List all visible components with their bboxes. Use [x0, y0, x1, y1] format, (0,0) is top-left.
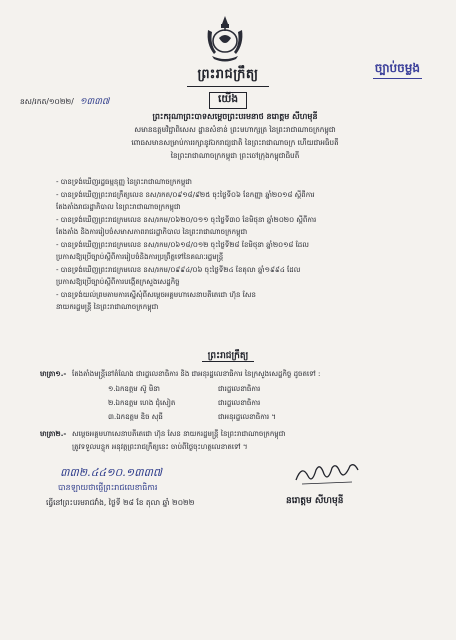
handwritten-reference-note: បានឡាយថាផ្ញើព្រះរាជលេខាធិការ — [58, 483, 158, 492]
preamble-line: ពោធសមានសម្រាប់ការរក្សានូវឯករាជ្យជាតិ នៃព្រះរាជាណាចក្រ ហើយជាអធិបតី — [131, 138, 339, 147]
reference-line: - បានទ្រង់ឃើញរដ្ឋធម្មនុញ្ញ នៃព្រះរាជាណាចក្រកម្ពុជា — [56, 178, 192, 186]
document-type — [0, 92, 456, 109]
appointee-name: ១.ឯកឧត្តម ស៊ូ មិនា — [108, 385, 160, 393]
reference-line: តែងតាំង និងការរៀបចំសមាសភាពរាជរដ្ឋាភិបាល នៃព្រះរាជាណាចក្រកម្ពុជា — [56, 228, 248, 236]
article-1-body: តែងតាំងមន្ត្រីនៅតំណែង ជារដ្ឋលេខាធិការ និង ជាអនុរដ្ឋលេខាធិការ នៃក្រសួងសេដ្ឋកិច្ច ដូចតទៅ : — [72, 370, 321, 378]
reference-line: - បានទ្រង់ឃើញព្រះរាជក្រឹត្យលេខ នស/រកត/០៩១៨/៩២៥ ចុះថ្ងៃទី០៦ ខែកញ្ញា ឆ្នាំ២០១៨ ស្ដីពីការ — [56, 190, 315, 199]
appointee-title: ជារដ្ឋលេខាធិការ — [218, 399, 261, 407]
article-1-label: មាត្រា១.- — [40, 370, 67, 378]
appointee-list — [108, 382, 276, 424]
reference-line: នាយករដ្ឋមន្ត្រី នៃព្រះរាជាណាចក្រកម្ពុជា — [56, 303, 159, 311]
article-2 — [40, 428, 440, 456]
reference-line: - បានទ្រង់ឃើញព្រះរាជក្រមលេខ នស/រកម/០៦២០/០១១ ចុះថ្ងៃទី៣០ ខែមិថុនា ឆ្នាំ២០២០ ស្ដីពីការ — [56, 215, 317, 224]
reference-line: - បានទ្រង់ឃើញព្រះរាជក្រមលេខ នស/រកម/០៩៩៤/០៦ ចុះថ្ងៃទី២៤ ខែតុលា ឆ្នាំ១៩៩៤ ដែល — [56, 265, 301, 274]
references-list — [56, 176, 416, 314]
article-2-line: ត្រូវទទួលបន្ទុក អនុវត្តព្រះរាជក្រឹត្យនេះ ចាប់ពីថ្ងៃចុះហត្ថលេខាតទៅ ។ — [72, 443, 248, 451]
handwritten-reference: ៣៣២.៤៤១០.១៣៣៧ — [60, 466, 162, 479]
signer-name: នរោត្តម សីហមុនី — [286, 496, 344, 506]
reference-line: ប្រកាសឱ្យប្រើច្បាប់ស្ដីពីការបង្កើតក្រសួងសេដ្ឋកិច្ច — [56, 278, 180, 286]
decree-heading: ព្រះរាជក្រឹត្យ — [0, 350, 456, 363]
appointee-name: ២.ឯកឧត្តម ហេង ជុំសៀត — [108, 399, 176, 407]
reference-line: - បានទ្រង់យល់ព្រមតាមការស្នើសុំពីសម្ដេចអគ្គមហាសេនាបតីតេជោ ហ៊ុន សែន — [56, 290, 256, 299]
date-line: ធ្វើនៅព្រះបរមរាជវាំង, ថ្ងៃទី ២៨ ខែ តុលា ឆ្នាំ ២០២២ — [46, 498, 195, 507]
appointee-row — [108, 382, 276, 396]
preamble-line: នៃព្រះរាជាណាចក្រកម្ពុជា ព្រះចៅក្រុងកម្ពុជាធិបតី — [170, 151, 300, 160]
preamble-line: ព្រះករុណាព្រះបាទសម្ដេចព្រះបរមនាថ នរោត្តម សីហមុនី — [152, 112, 318, 121]
appointee-row — [108, 410, 276, 424]
reference-line: - បានទ្រង់ឃើញព្រះរាជក្រមលេខ នស/រកម/០៦១៨/០១២ ចុះថ្ងៃទី២៨ ខែមិថុនា ឆ្នាំ២០១៨ ដែល — [56, 240, 309, 249]
royal-emblem-icon — [200, 14, 250, 64]
appointee-title: ជាអនុរដ្ឋលេខាធិការ ។ — [218, 413, 276, 421]
preamble-line: សមានឧត្តមវិជ្ជាពិសេស ដ្ឋានសំខាន់ ព្រះមហាក្សត្រ នៃព្រះរាជាណាចក្រកម្ពុជា — [134, 125, 336, 134]
document-type-box: យើង — [209, 92, 247, 109]
article-2-label: មាត្រា២.- — [40, 430, 67, 438]
document-number-handwritten: ១៣៣៧ — [79, 97, 110, 107]
document-number-printed: នស/រកត/១០២២/ — [20, 97, 74, 106]
preamble — [70, 110, 400, 162]
copy-stamp: ច្បាប់ចម្លង — [373, 60, 422, 79]
reference-line: តែងតាំងរាជរដ្ឋាភិបាល នៃព្រះរាជាណាចក្រកម្ពុជា — [56, 203, 181, 211]
reference-line: ប្រកាសឱ្យប្រើច្បាប់ស្ដីពីការរៀបចំនិងការប្រព្រឹត្តទៅនៃគណៈរដ្ឋមន្ត្រី — [56, 253, 224, 261]
appointee-title: ជារដ្ឋលេខាធិការ — [218, 385, 261, 393]
article-1 — [40, 368, 440, 382]
appointee-row — [108, 396, 276, 410]
article-2-line: សម្ដេចអគ្គមហាសេនាបតីតេជោ ហ៊ុន សែន នាយករដ្ឋមន្ត្រី នៃព្រះរាជាណាចក្រកម្ពុជា — [72, 430, 286, 438]
document-title: ព្រះរាជក្រឹត្យ — [0, 66, 456, 87]
appointee-name: ៣.ឯកឧត្តម ឌិច សុធី — [108, 413, 163, 421]
royal-signature — [292, 458, 362, 488]
